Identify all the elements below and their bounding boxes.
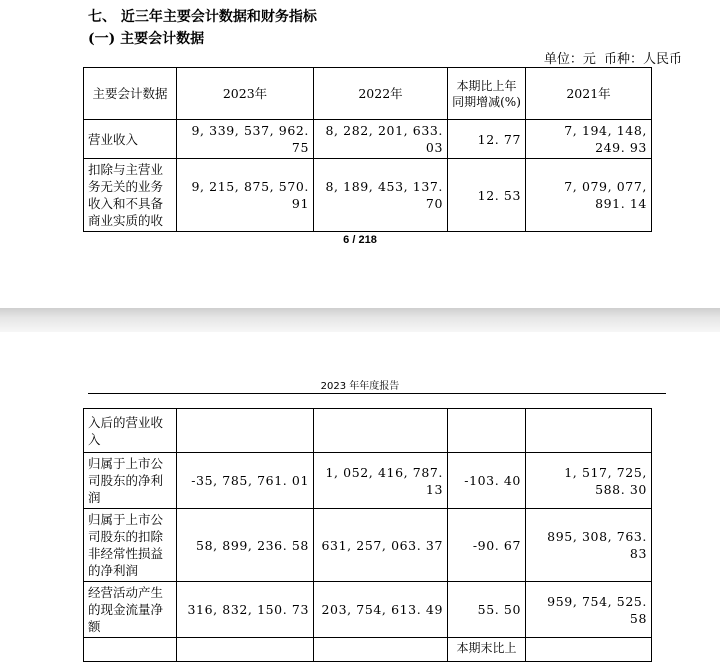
page-number: 6 / 218 (343, 234, 377, 246)
change-percent: 55. 50 (448, 582, 526, 638)
header-cell: 2021年 (526, 68, 652, 120)
header-cell: 2022年 (314, 68, 448, 120)
value-2021 (526, 638, 652, 662)
value-2021: 7, 079, 077, 891. 14 (526, 159, 652, 232)
value-2021: 895, 308, 763. 83 (526, 509, 652, 582)
value-2021: 959, 754, 525. 58 (526, 582, 652, 638)
value-2023: 9, 339, 537, 962. 75 (177, 120, 314, 159)
table-row (84, 638, 652, 662)
subsection-title: (一) 主要会计数据 (88, 31, 205, 47)
page-separator (0, 308, 720, 332)
row-label: 入后的营业收入 (84, 409, 177, 453)
value-2023: 58, 899, 236. 58 (177, 509, 314, 582)
value-2023 (177, 409, 314, 453)
accounting-data-table-part1 (83, 67, 652, 232)
table-row (84, 159, 652, 232)
header-cell: 主要会计数据 (84, 68, 177, 120)
value-2021: 7, 194, 148, 249. 93 (526, 120, 652, 159)
value-2022: 631, 257, 063. 37 (314, 509, 448, 582)
value-2022 (314, 409, 448, 453)
table-row (84, 409, 652, 453)
table-header-row (84, 68, 652, 120)
change-percent: -103. 40 (448, 453, 526, 509)
value-2022: 8, 282, 201, 633. 03 (314, 120, 448, 159)
row-label: 扣除与主营业务无关的业务收入和不具备商业实质的收 (84, 159, 177, 232)
value-2023: -35, 785, 761. 01 (177, 453, 314, 509)
header-cell: 2023年 (177, 68, 314, 120)
row-label (84, 638, 177, 662)
value-2023 (177, 638, 314, 662)
change-percent: -90. 67 (448, 509, 526, 582)
table-row (84, 582, 652, 638)
header-cell: 本期比上年同期增减(%) (448, 68, 526, 120)
table-row (84, 453, 652, 509)
pdf-page-6 (0, 0, 720, 308)
value-2023: 316, 832, 150. 73 (177, 582, 314, 638)
header-divider (88, 393, 666, 394)
value-2022: 8, 189, 453, 137. 70 (314, 159, 448, 232)
unit-currency-note: 单位：元 币种：人民币 (543, 52, 682, 67)
change-header-partial: 本期末比上 (448, 638, 526, 662)
table-continuation-viewport (83, 408, 658, 655)
report-header: 2023 年年度报告 (320, 381, 400, 392)
table-row (84, 509, 652, 582)
value-2021 (526, 409, 652, 453)
accounting-data-table-part2 (83, 408, 652, 662)
section-title: 七、 近三年主要会计数据和财务指标 (88, 9, 317, 25)
value-2021: 1, 517, 725, 588. 30 (526, 453, 652, 509)
change-percent: 12. 53 (448, 159, 526, 232)
change-percent (448, 409, 526, 453)
row-label: 经营活动产生的现金流量净额 (84, 582, 177, 638)
value-2022: 1, 052, 416, 787. 13 (314, 453, 448, 509)
row-label: 归属于上市公司股东的扣除非经常性损益的净利润 (84, 509, 177, 582)
change-percent: 12. 77 (448, 120, 526, 159)
table-row (84, 120, 652, 159)
row-label: 营业收入 (84, 120, 177, 159)
value-2022: 203, 754, 613. 49 (314, 582, 448, 638)
value-2022 (314, 638, 448, 662)
row-label: 归属于上市公司股东的净利润 (84, 453, 177, 509)
value-2023: 9, 215, 875, 570. 91 (177, 159, 314, 232)
